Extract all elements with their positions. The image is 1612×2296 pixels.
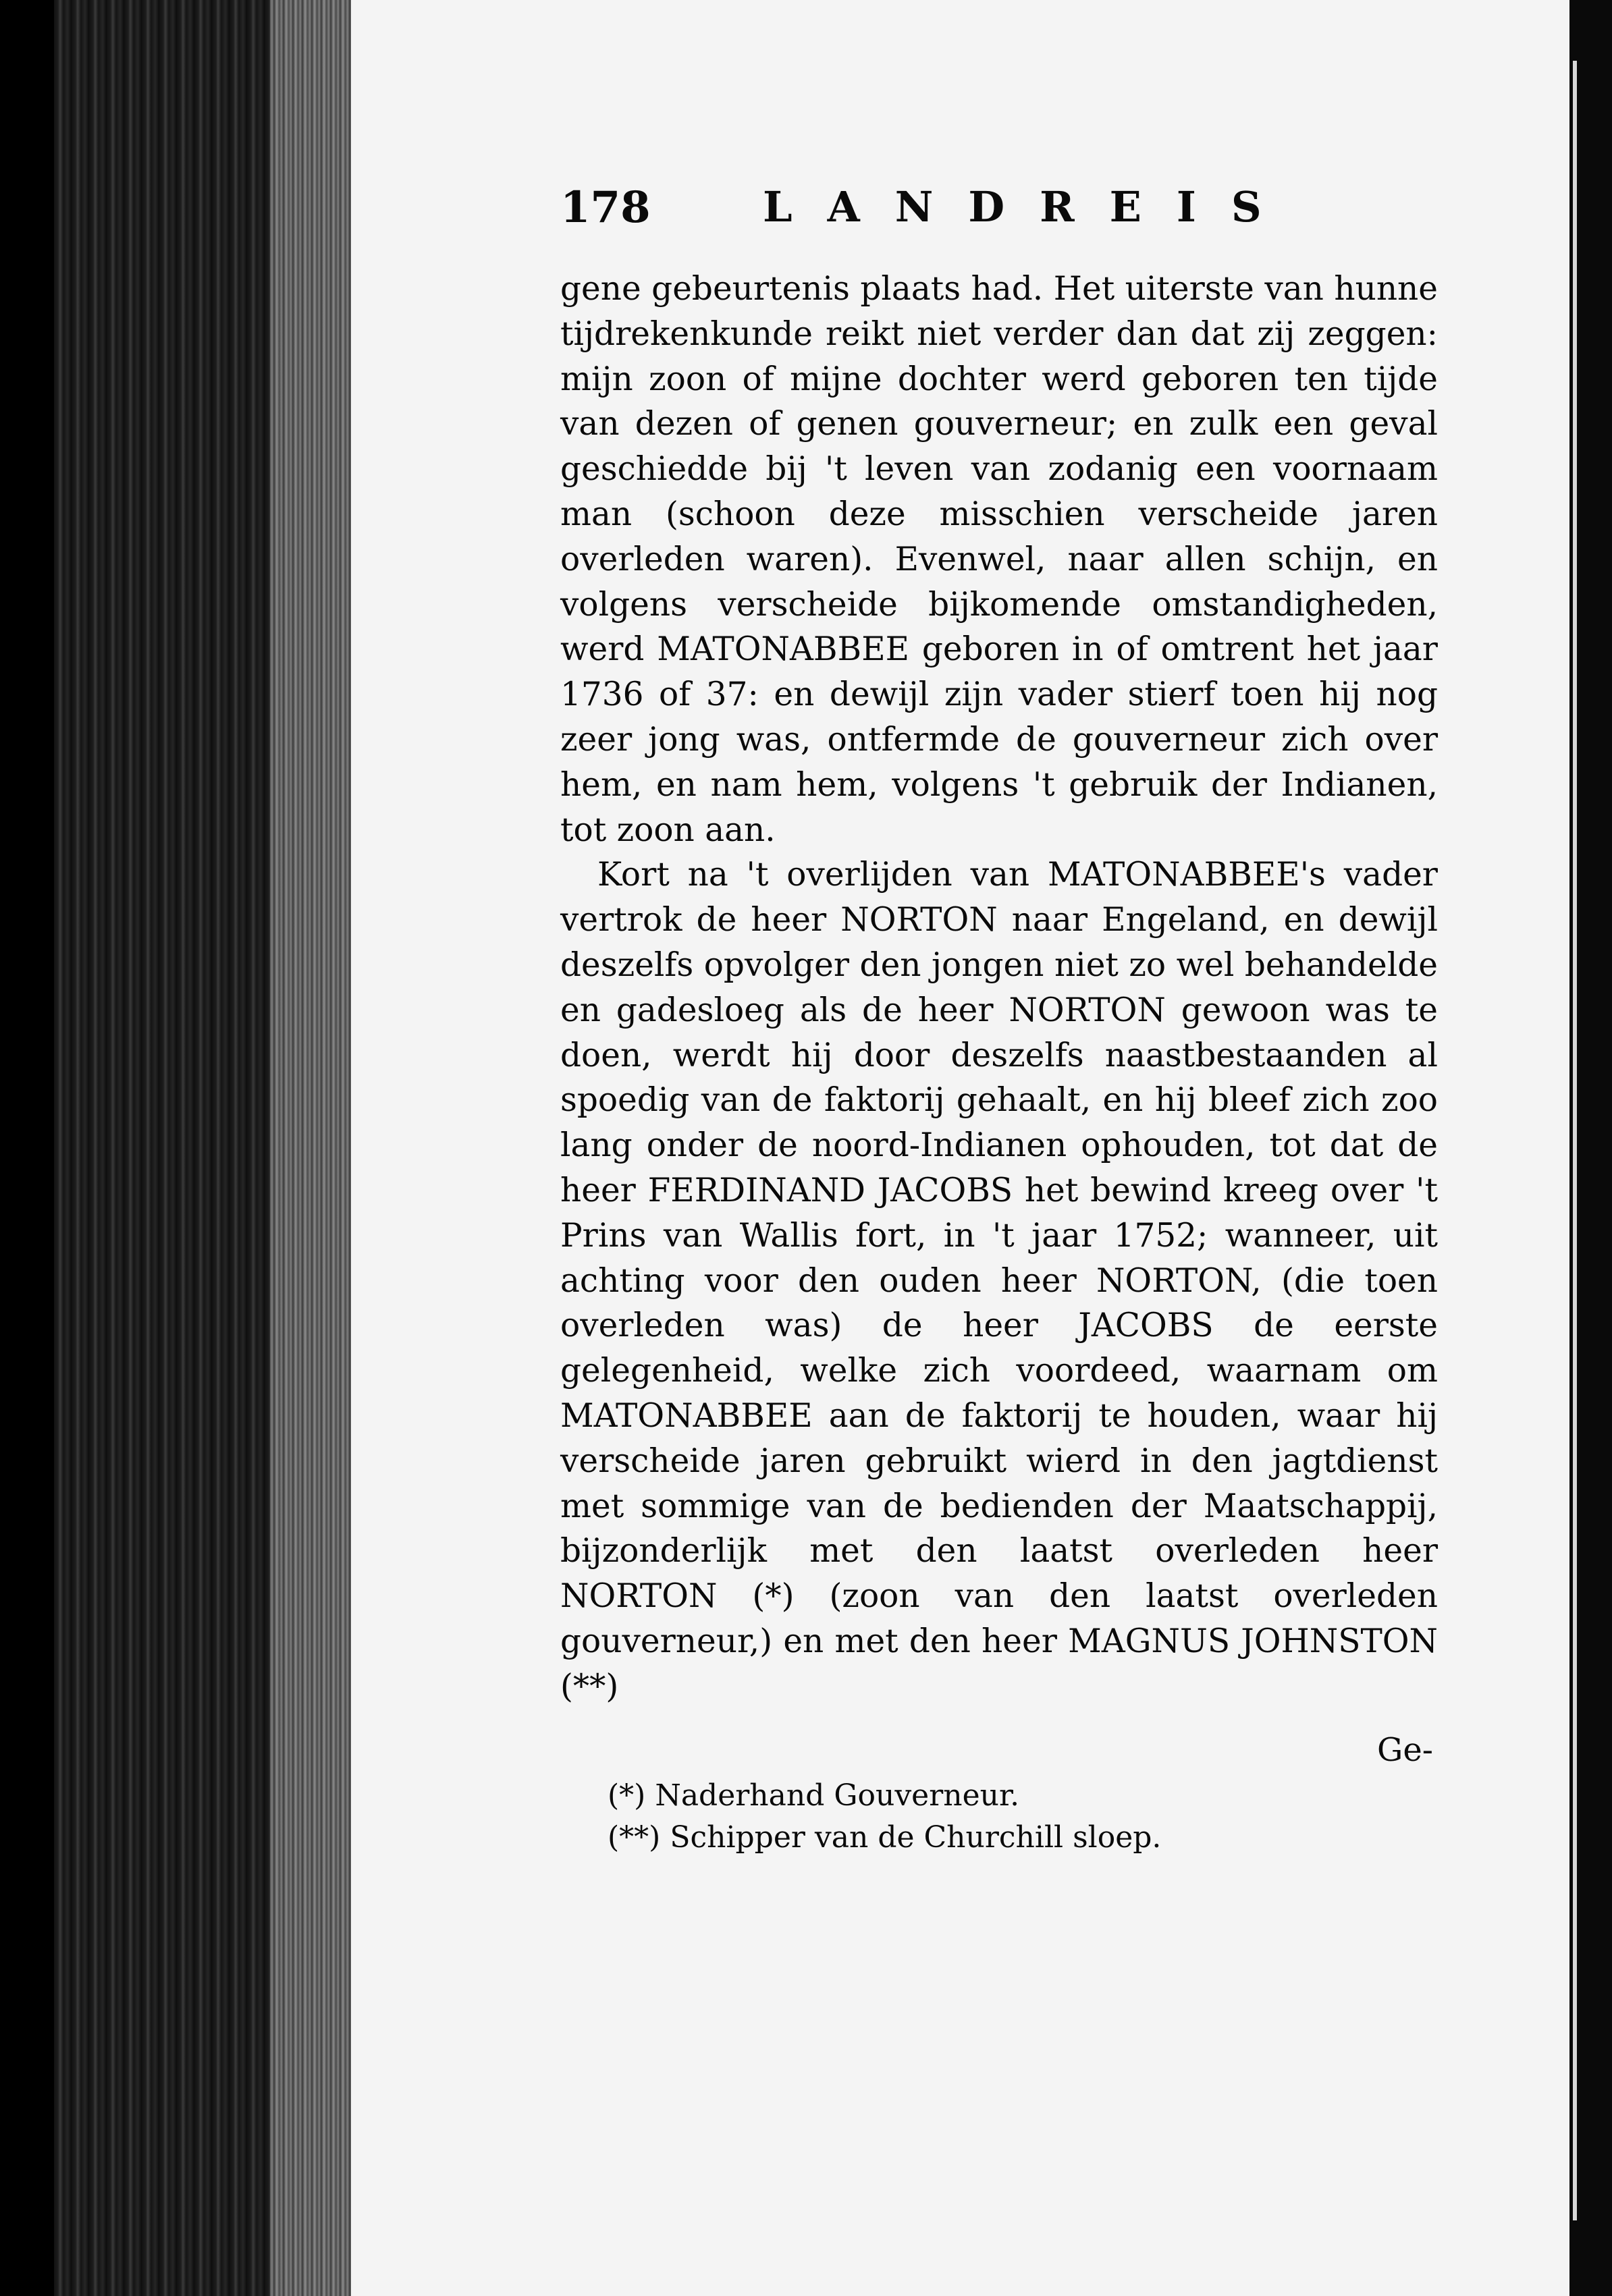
paragraph-1: gene gebeurtenis plaats had. Het uiterste van hunne tijdrekenkunde reikt niet verder dan dat zij zeggen: mijn zoon of mijne dochter werd geboren ten tijde van dezen of genen gouverneur; en zulk een geval geschiedde bij 't leven van zodanig een voornaam man (schoon deze misschien verscheide jaren overleden waren). Evenwel, naar allen schijn, en volgens verscheide bijkomende omstandigheden, werd MATONABBEE geboren in of omtrent het jaar 1736 of 37: en dewijl zijn vader stierf toen hij nog zeer jong was, ontfermde de gouverneur zich over hem, en nam hem, volgens 't gebruik der Indianen, tot zoon aan. (560, 270, 1438, 849)
footnotes (608, 1775, 1418, 1859)
footnote-2: (**) Schipper van de Churchill sloep. (608, 1820, 1162, 1855)
page-number: 178 (560, 182, 651, 233)
facing-page-edge (1573, 61, 1577, 2220)
body-text (560, 267, 1438, 1710)
footnote-1: (*) Naderhand Gouverneur. (608, 1778, 1020, 1813)
page-header (560, 182, 1451, 243)
book-page-edges-highlight (270, 0, 358, 2296)
paragraph-2: Kort na 't overlijden van MATONABBEE's vader vertrok de heer NORTON naar Engeland, en dewijl deszelfs opvolger den jongen niet zo wel behandelde en gadesloeg als de heer NORTON gewoon was te doen, werdt hij door deszelfs naastbestaanden al spoedig van de faktorij gehaalt, en hij bleef zich zoo lang onder de noord-Indianen ophouden, tot dat de heer FERDINAND JACOBS het bewind kreeg over 't Prins van Wallis fort, in 't jaar 1752; wanneer, uit achting voor den ouden heer NORTON, (die toen overleden was) de heer JACOBS de eerste gelegenheid, welke zich voordeed, waarnam om MATONABBEE aan de faktorij te houden, waar hij verscheide jaren gebruikt wierd in den jagtdienst met sommige van de bedienden der Maatschappij, bijzonderlijk met den laatst overleden heer NORTON (*) (zoon van den laatst overleden gouverneur,) en met den heer MAGNUS JOHNSTON (**) (560, 856, 1438, 1705)
running-title: LANDREIS (763, 182, 1297, 231)
catchword: Ge- (1377, 1731, 1433, 1769)
